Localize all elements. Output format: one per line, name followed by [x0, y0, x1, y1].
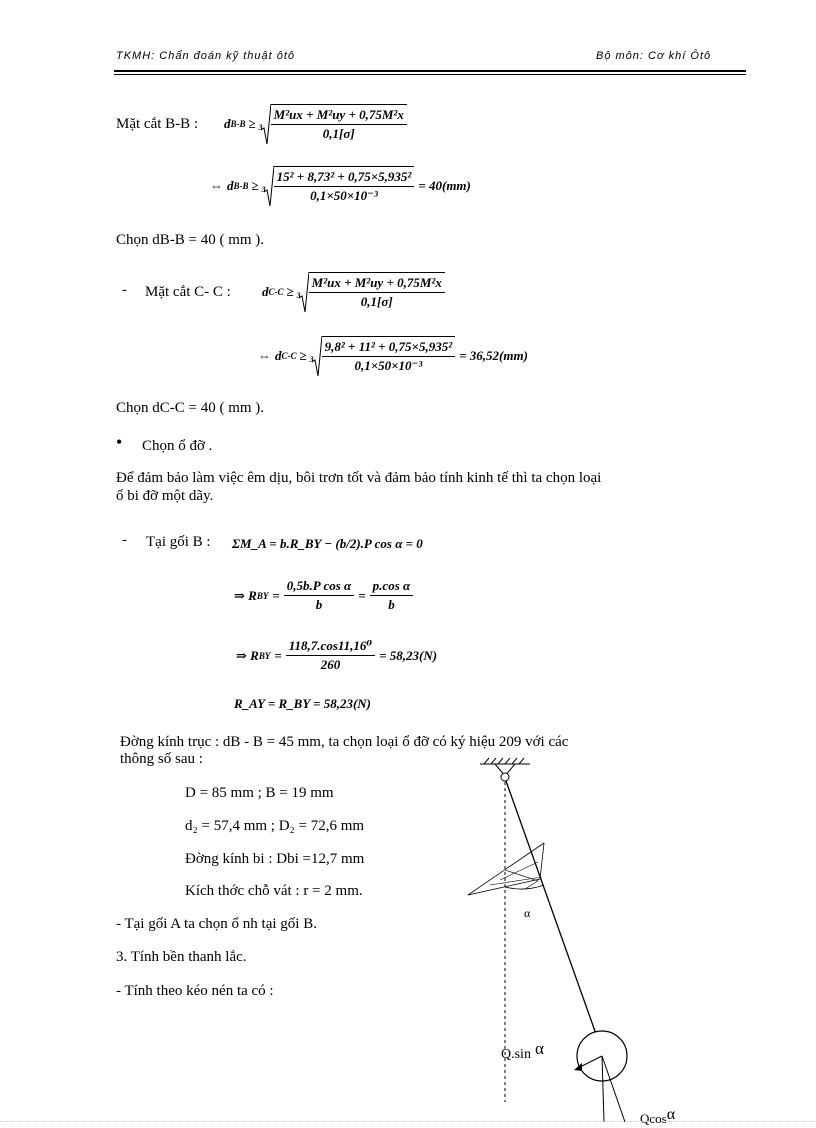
eq3-num: 118,7.cos11,16⁰: [286, 638, 375, 656]
eq4: R_AY = R_BY = 58,23(N): [234, 696, 371, 711]
param-2: d₂ = 57,4 mm ; D₂ = 72,6 mm: [185, 818, 365, 834]
bb-calc-lhs: d: [227, 178, 234, 193]
cc-formula: [262, 272, 445, 312]
param-3: Đờng kính bi : Dbi =12,7 mm: [185, 851, 365, 867]
header-rule-thin: [114, 74, 746, 75]
cc-calc-den: 0,1×50×10⁻³: [354, 358, 423, 373]
root-sign-icon: [309, 336, 322, 376]
cc-choose: Chọn dC-C = 40 ( mm ).: [116, 400, 265, 416]
bb-formula-den: 0,1[σ]: [322, 126, 355, 141]
bb-lhs: d: [224, 116, 231, 131]
bb-calc-num: 15² + 8,73² + 0,75×5,935²: [274, 169, 415, 187]
bb-formula: [224, 104, 407, 144]
root-sign-icon: [296, 272, 309, 312]
cc-calc-radical: [310, 336, 455, 376]
header-right: Bộ môn: Cơ khí Ôtô: [596, 50, 712, 62]
param-4: Kích thớc chỗ vát : r = 2 mm.: [185, 883, 363, 899]
cc-lhs: d: [262, 284, 269, 299]
eq3-den: 260: [320, 657, 341, 672]
header-left: TKMH: Chẩn đoán kỹ thuật ôtô: [116, 50, 296, 62]
gb-equation: ΣM_A = b.R_BY − (b/2).P cos α = 0: [232, 536, 423, 551]
bb-formula-num: M²ux + M²uy + 0,75M²x: [271, 107, 407, 125]
bb-iff: ⇔: [210, 178, 223, 193]
eq3-lhs: ⇒ R: [236, 647, 259, 663]
line-keo-nen: - Tính theo kéo nén ta có :: [116, 983, 274, 999]
bb-root-index: 3: [258, 122, 263, 132]
bb-result: = 40(mm): [418, 178, 471, 193]
cc-calc-root-index: 3: [309, 354, 314, 364]
param-1: D = 85 mm ; B = 19 mm: [185, 785, 334, 801]
eq2-den2: b: [388, 597, 395, 612]
bb-calc-lhs-sub: B-B: [233, 181, 249, 191]
eq2-den1: b: [315, 597, 323, 612]
cc-formula-num: M²ux + M²uy + 0,75M²x: [309, 275, 445, 293]
bb-label: Mặt cắt B-B :: [116, 116, 199, 132]
line-section-3: 3. Tính bền thanh lắc.: [116, 949, 247, 965]
bb-calc-radical: [262, 166, 415, 206]
eq3-sub: BY: [258, 650, 271, 661]
cc-root-index: 3: [296, 290, 301, 300]
dia-line-1: Đờng kính trục : dB - B = 45 mm, ta chọn loại ổ đỡ có ký hiệu 209 với các: [120, 734, 569, 750]
cc-calc-lhs: d: [275, 348, 282, 363]
root-sign-icon: [261, 166, 274, 206]
gb-dash: -: [122, 532, 127, 548]
cc-lhs-sub: C-C: [268, 287, 284, 297]
bb-geq: ≥: [248, 116, 256, 131]
eq3-result: = 58,23(N): [379, 647, 438, 663]
bb-radical: [259, 104, 407, 144]
qcos-label: [640, 1106, 676, 1128]
bearing-heading: Chọn ổ đỡ .: [142, 438, 213, 454]
eq2-lhs: ⇒ R: [234, 587, 257, 603]
page-bottom-border: [0, 1121, 816, 1122]
gb-label: Tại gối B :: [146, 534, 211, 550]
root-sign-icon: [258, 104, 271, 144]
eq2-num1: 0,5b.P cos α: [284, 578, 354, 596]
bb-calc-geq: ≥: [251, 178, 259, 193]
header-rule: [114, 70, 746, 72]
bb-calc-root-index: 3: [261, 184, 266, 194]
eq2-num2: p.cos α: [370, 578, 414, 596]
line-gối-a: - Tại gối A ta chọn ổ nh tại gối B.: [116, 916, 317, 932]
cc-radical: [297, 272, 445, 312]
bb-lhs-sub: B-B: [230, 119, 246, 129]
eq2: ⇒ R BY = $\frac{\text{0,5b.P cos α}}{b}$ = $\frac{\text{p.cos α}}{b}$: [234, 578, 413, 613]
bb-calc: [210, 166, 471, 206]
eq2-sub: BY: [256, 590, 269, 601]
qcos-text: Qcos: [640, 1111, 667, 1126]
paragraph-line-1: Để đảm bảo làm việc êm dịu, bôi trơn tốt và đảm bảo tính kinh tế thì ta chọn loại: [116, 470, 602, 486]
qcos-alpha: α: [666, 1106, 676, 1123]
eq3: ⇒ R BY = $\frac{\text{118,7.cos11,16⁰}}{260}$ = 58,23(N): [236, 638, 438, 672]
qsin-label: [501, 1039, 544, 1063]
cc-dash: -: [122, 282, 127, 298]
qsin-alpha: α: [534, 1039, 544, 1058]
cc-calc: [258, 336, 528, 376]
cc-label: Mặt cắt C- C :: [145, 284, 231, 300]
cc-geq: ≥: [286, 284, 294, 299]
qsin-text: Q.sin: [501, 1047, 531, 1062]
dia-line-2: thông số sau :: [120, 751, 203, 767]
paragraph-line-2: ổ bi đỡ một dãy.: [116, 488, 214, 504]
cc-calc-geq: ≥: [299, 348, 307, 363]
bullet-icon: •: [116, 432, 123, 452]
cc-result: = 36,52(mm): [459, 348, 528, 363]
cc-calc-num: 9,8² + 11² + 0,75×5,935²: [322, 339, 455, 357]
alpha-label: α: [524, 906, 531, 920]
cc-formula-den: 0,1[σ]: [360, 294, 393, 309]
bb-calc-den: 0,1×50×10⁻³: [310, 188, 378, 203]
cc-iff: ⇔: [258, 348, 271, 363]
bb-choose: Chọn dB-B = 40 ( mm ).: [116, 232, 265, 248]
cc-calc-lhs-sub: C-C: [281, 351, 297, 361]
pendulum-diagram: [440, 752, 660, 1122]
